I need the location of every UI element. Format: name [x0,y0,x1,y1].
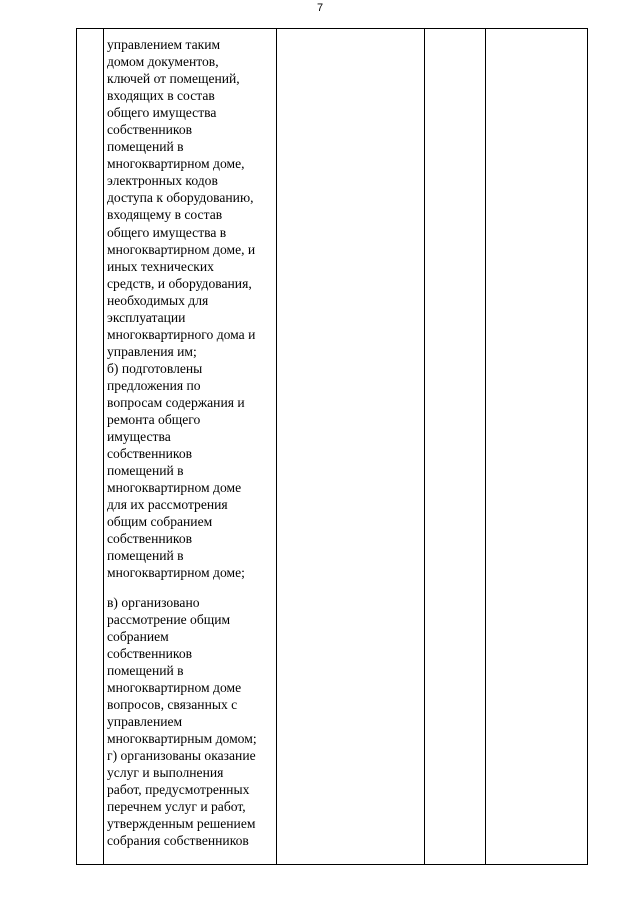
page-number: 7 [316,2,324,14]
cell-requirements [104,29,277,865]
cell-number [77,29,104,865]
cell-empty-4 [425,29,486,865]
table-row [77,29,588,865]
cell-empty-3 [277,29,425,865]
paragraph-b: б) подготовлены предложения по вопросам содержания и ремонта общего имущества собственников помещений в многоквартирном доме для их рассмотрения общим собранием собственников помещений в многоквартирном доме; [107,360,245,581]
paragraph-g: г) организованы оказание услуг и выполнения работ, предусмотренных перечнем услуг и работ, утвержденным решением собрания собственников [107,747,256,849]
requirements-table [76,28,588,865]
cell-empty-5 [486,29,588,865]
paragraph-intro: управлением таким домом документов, ключей от помещений, входящих в состав общего имущества собственников помещений в многоквартирном доме, электронных кодов доступа к оборудованию, входящему в состав общего имущества в многоквартирном доме, и иных технических средств, и оборудования, необходимых для эксплуатации многоквартирного дома и управления им; [107,37,256,359]
paragraph-v: в) организовано рассмотрение общим собранием собственников помещений в многоквартирном доме вопросов, связанных с управлением многоквартирным домом; [107,594,257,746]
